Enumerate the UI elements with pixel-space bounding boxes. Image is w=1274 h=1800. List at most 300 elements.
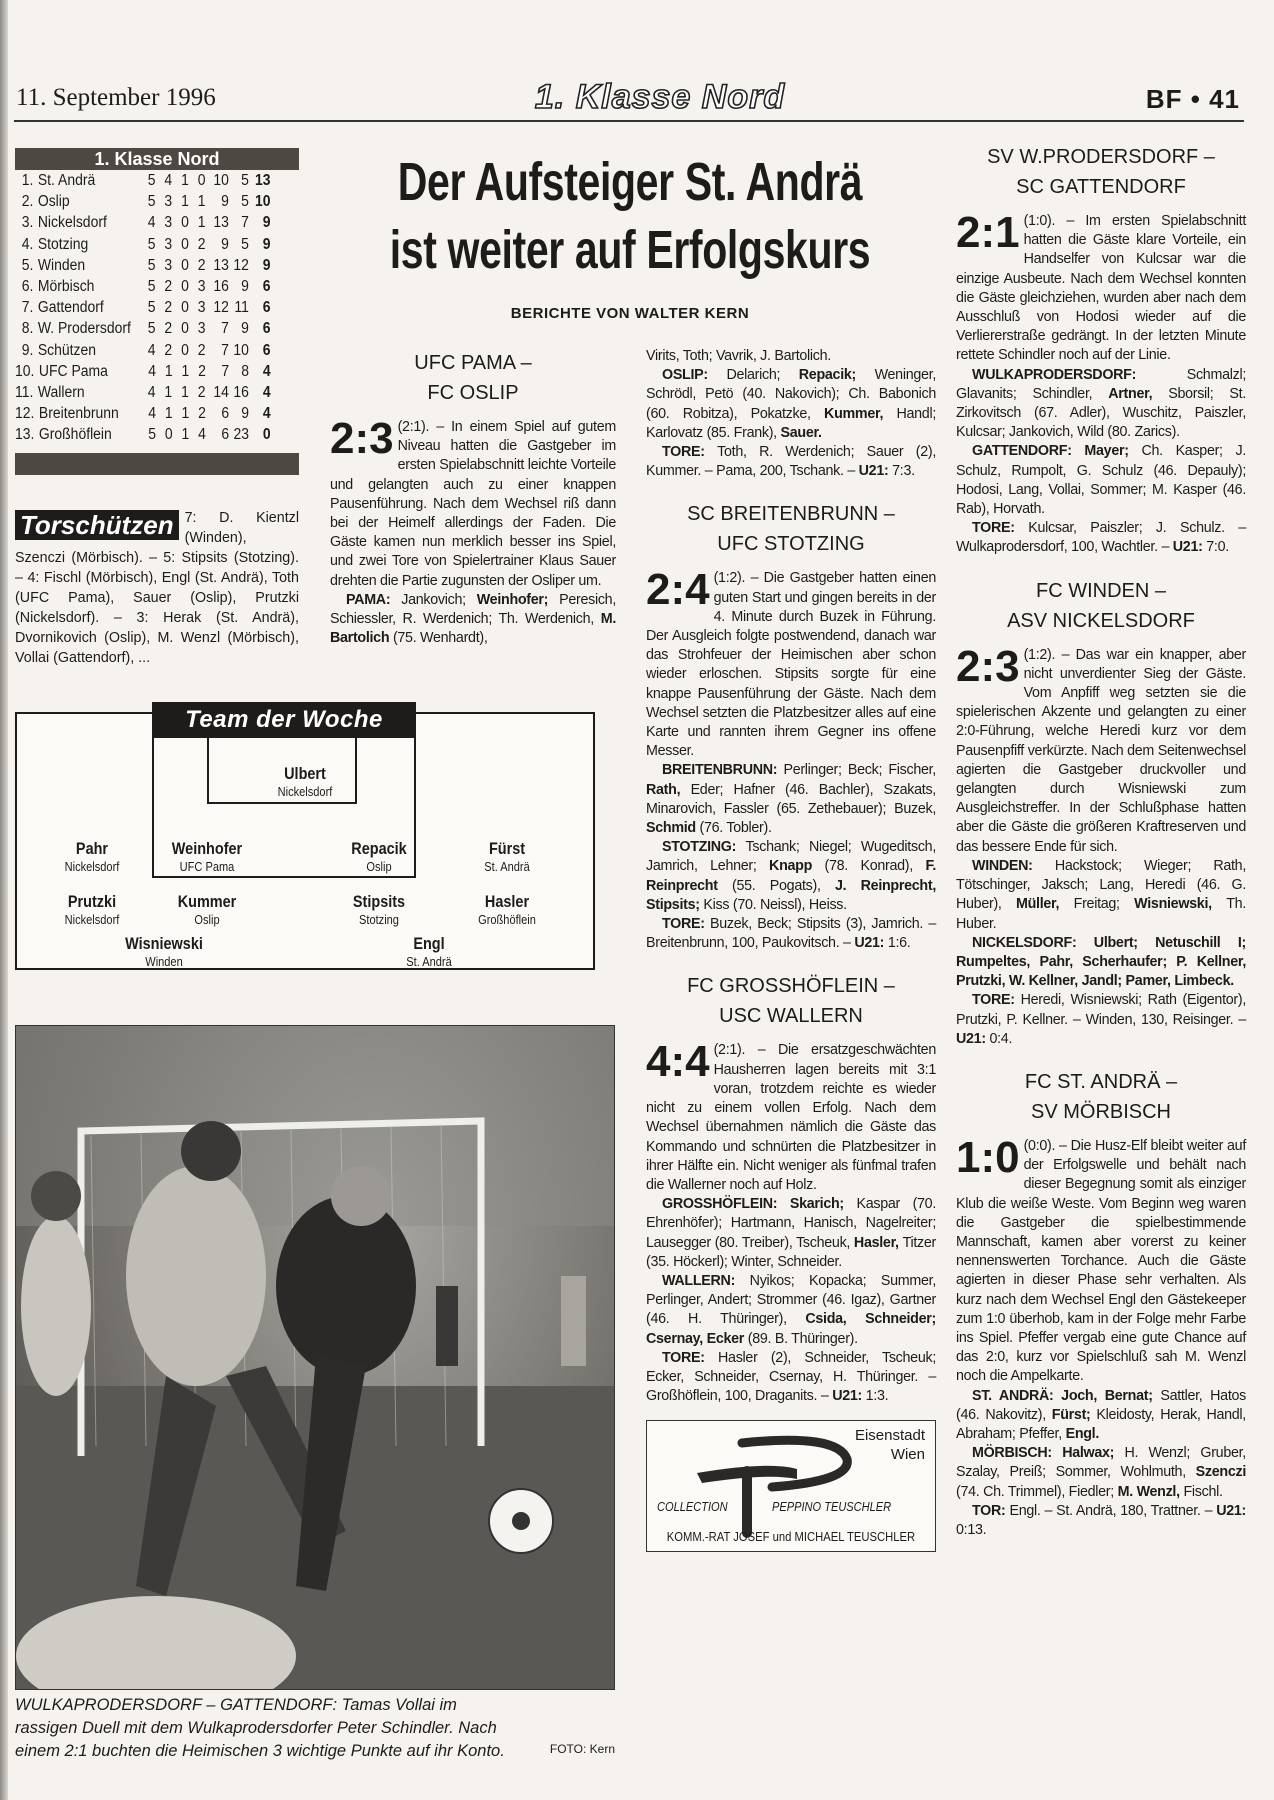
cell-drawn: 1	[181, 383, 189, 401]
cell-won: 2	[164, 299, 173, 317]
text-segment: Engl. – St. Andrä, 180, Trattner. –	[1009, 1502, 1217, 1519]
page-edge	[0, 0, 8, 1800]
lineup-paragraph	[646, 761, 936, 838]
match-title-line: UFC STOTZING	[717, 533, 865, 556]
text-segment: 7:3.	[892, 463, 915, 480]
text-segment: Artner,	[1108, 385, 1169, 402]
team-player	[454, 892, 560, 928]
cell-team: UFC Pama	[38, 362, 108, 380]
team-player	[154, 839, 260, 875]
match-title-line: SC BREITENBRUNN –	[687, 503, 895, 526]
text-segment: Freitag;	[1073, 896, 1135, 913]
lead-paragraph	[646, 1037, 936, 1195]
cell-drawn: 1	[181, 193, 189, 211]
section-title: 1. Klasse Nord	[534, 78, 786, 116]
cell-rank: 2.	[21, 193, 34, 211]
cell-points: 4	[262, 362, 271, 380]
lineup-paragraph	[956, 519, 1246, 557]
top-scorers	[15, 508, 299, 668]
text-segment: Kummer,	[824, 405, 897, 422]
text-segment: J. Reinprecht, Stipsits;	[646, 877, 936, 913]
cell-won: 0	[164, 426, 173, 444]
cell-played: 5	[148, 426, 157, 444]
cell-team: W. Prodersdorf	[37, 320, 131, 338]
team-player	[252, 764, 358, 800]
cell-team: St. Andrä	[37, 172, 96, 189]
text-segment: Jankovich;	[401, 591, 477, 608]
team-player	[376, 934, 482, 970]
table-row	[15, 424, 271, 445]
table-row	[15, 361, 271, 382]
cell-lost: 1	[197, 193, 206, 211]
cell-lost: 2	[197, 235, 206, 253]
lineup-paragraph	[646, 1272, 936, 1349]
player-name: Fürst	[488, 839, 526, 858]
match-title-line: FC WINDEN –	[1036, 579, 1166, 602]
lineup-paragraph	[646, 443, 936, 481]
match-title	[956, 1067, 1246, 1127]
cell-won: 4	[164, 172, 173, 189]
text-segment: Ch. Kasper; J. Schulz, Rumpolt, G. Schulz (46. Depauly); Hodosi, Lang, Vollai, Sommer; M. Kasper (46. Rab), Horvath.	[956, 443, 1247, 518]
cell-points: 13	[255, 172, 271, 189]
text-segment: ST. ANDRÄ: Joch, Bernat;	[972, 1387, 1161, 1404]
match-title-line: SV W.PRODERSDORF –	[987, 146, 1215, 168]
text-segment: PAMA:	[346, 591, 402, 608]
cell-goals-for: 13	[213, 214, 229, 232]
text-segment: Buzek, Beck; Stipsits (3), Jamrich. – Breitenbrunn, 100, Paukovitsch. –	[646, 916, 936, 952]
issue-date: 11. September 1996	[16, 84, 216, 111]
match-report	[646, 971, 936, 1406]
table-row	[15, 234, 271, 255]
text-segment: (1:2). – Die Gastgeber hatten einen guten Start und gingen bereits in der 4. Minute durch Buzek in Führung. Der Ausgleich folgte postwendend, danach war das Strohfeuer der Heimischen aber schon wieder erloschen. Stipsits sorgte für eine knappe Pausenführung der Gäste. Nach dem Wechsel setzten die Platzbesitzer alles auf eine Karte und rannten ihrem Gegner ins offene Messer.	[646, 570, 936, 760]
match-title	[646, 499, 936, 559]
cell-points: 9	[262, 256, 271, 274]
cell-drawn: 0	[181, 277, 189, 295]
photo-caption	[15, 1694, 615, 1763]
text-segment: Th. Huber.	[956, 896, 1246, 932]
text-segment: M. Wenzl,	[1117, 1483, 1184, 1500]
cell-goals-against: 7	[241, 214, 249, 232]
cell-lost: 2	[198, 405, 206, 423]
cell-points: 9	[262, 214, 271, 232]
cell-goals-against: 9	[241, 405, 250, 423]
match-photo	[15, 1025, 615, 1690]
table-row	[15, 276, 271, 297]
text-segment: Perlinger; Beck; Fischer,	[783, 762, 936, 779]
text-segment: Fischl.	[1183, 1483, 1223, 1500]
text-segment: Tschank; Niegel; Wugeditsch, Jamrich, Lehner;	[646, 839, 936, 875]
cell-goals-against: 16	[233, 383, 249, 401]
cell-rank: 7.	[21, 299, 34, 317]
lineup-paragraph	[330, 591, 616, 649]
text-segment: (0:0). – Die Husz-Elf bleibt weiter auf der Erfolgswelle und behält nach dieser Begegnung somit als einziger Klub die weiße Weste. Vom Beginn weg waren die Gastgeber die spielbestimmende Mannschaft, kamen aber vorerst zu keiner nennenswerten Torchance. Auch die Gäste agierten in dieser Phase sehr verhalten. Als kurz nach dem Wechsel Engl den Gästekeeper zum 1:0 überhob, kam in der Folge mehr Farbe ins Spiel. Pfeffer vergab eine gute Chance auf das 2:0, kurz vor Spielschluß sah M. Wenzl noch die Ampelkarte.	[956, 1137, 1246, 1385]
player-club: Nickelsdorf	[277, 784, 333, 799]
cell-drawn: 0	[181, 299, 189, 317]
text-segment: (2:1). – In einem Spiel auf gutem Niveau hatten die Gastgeber im ersten Spielabschnitt leichte Vorteile und gelangten auch zu einer knappen Pausenführung. Nach dem Wechsel riß dann bei der Heimelf allerdings der Faden. Die Gäste kamen nun merklich besser ins Spiel, und zwei Tore von Spielertrainer Klaus Sauer drehten die Partie zugunsten der Osliper um.	[330, 419, 616, 589]
cell-won: 2	[164, 277, 173, 295]
lineup-paragraph	[956, 1502, 1246, 1540]
match-report	[956, 1067, 1246, 1540]
lead-paragraph	[646, 565, 936, 761]
cell-played: 5	[147, 320, 156, 338]
cell-team: Oslip	[37, 193, 70, 211]
cell-goals-for: 7	[221, 320, 229, 338]
cell-team: Großhöflein	[38, 426, 112, 444]
cell-rank: 6.	[21, 277, 34, 295]
text-segment: 0:13.	[956, 1521, 987, 1538]
cell-lost: 2	[197, 383, 206, 401]
cell-won: 2	[164, 341, 173, 359]
cell-rank: 5.	[21, 256, 34, 274]
lineup-paragraph	[956, 1444, 1246, 1502]
text-segment: (1:0). – Im ersten Spielabschnitt hatten die Gäste klare Vorteile, ein Handselfer von Kulcsar war die einzige Ausbeute. Nach dem Wechsel konnten die Gäste gleichziehen, wurden aber nach dem Ausschluß von Hodosi wieder auf die Verliererstraße gedrängt. In der letzten Minute rettete Schindler noch auf der Linie.	[956, 213, 1246, 364]
text-segment: TORE:	[972, 520, 1029, 537]
text-segment: H. Wenzl; Gruber, Szalay, Preiß; Sommer, Wohlmuth,	[956, 1445, 1246, 1481]
cell-won: 3	[164, 214, 173, 232]
ad-collection-label: COLLECTION	[657, 1499, 728, 1515]
player-name: Repacik	[351, 839, 407, 858]
match-report	[646, 499, 936, 953]
cell-points: 9	[262, 235, 271, 253]
cell-rank: 1.	[21, 172, 34, 189]
lineup-paragraph	[956, 1387, 1246, 1445]
text-segment: Toth, R. Werdenich; Sauer (2), Kummer. – Pama, 200, Tschank. –	[646, 444, 937, 480]
text-segment: TORE:	[972, 992, 1021, 1009]
cell-team: Mörbisch	[37, 277, 95, 295]
cell-goals-for: 7	[221, 362, 230, 380]
lead-paragraph	[956, 641, 1246, 857]
team-player	[326, 839, 432, 875]
cell-points: 4	[262, 383, 271, 401]
headline-line-1: Der Aufsteiger St. Andrä	[397, 152, 863, 212]
cell-team: Nickelsdorf	[37, 214, 107, 232]
page-number: BF • 41	[1145, 84, 1240, 114]
team-player	[454, 839, 560, 875]
league-table-footer-bar	[15, 453, 299, 475]
text-segment: MÖRBISCH: Halwax;	[972, 1445, 1125, 1462]
cell-goals-for: 9	[221, 235, 229, 253]
text-segment: Sattler, Hatos (46. Nakovitz),	[956, 1387, 1246, 1423]
match-title-line: ASV NICKELSDORF	[1007, 609, 1195, 632]
article-column-1	[330, 342, 616, 648]
cell-lost: 1	[197, 214, 206, 232]
text-segment: TORE:	[662, 444, 718, 461]
cell-played: 4	[147, 214, 156, 232]
cell-goals-against: 12	[233, 256, 249, 274]
text-segment: (89. B. Thüringer).	[747, 1330, 858, 1347]
cell-team: Winden	[37, 256, 86, 274]
player-club: Winden	[145, 954, 183, 969]
text-segment: (78. Konrad),	[824, 858, 926, 875]
text-segment: Schmid	[646, 820, 700, 837]
match-title	[956, 142, 1246, 202]
text-segment: TOR:	[972, 1502, 1010, 1519]
cell-goals-for: 13	[213, 256, 229, 274]
cell-won: 3	[164, 235, 173, 253]
team-player	[154, 892, 260, 928]
cell-drawn: 1	[181, 362, 190, 380]
text-segment: U21:	[858, 463, 893, 480]
match-title-line: SC GATTENDORF	[1016, 176, 1186, 198]
league-table	[15, 148, 299, 475]
match-title-line: SV MÖRBISCH	[1030, 1100, 1172, 1123]
text-segment: Hackstock; Wieger; Rath, Tötschinger, Jaksch; Lang, Heredi (46. G. Huber),	[956, 857, 1246, 913]
lineup-paragraph	[646, 915, 936, 953]
photo-caption-text: WULKAPRODERSDORF – GATTENDORF: Tamas Vollai im rassigen Duell mit dem Wulkaprodersdorfer Peter Schindler. Nach einem 2:1 buchten die Heimischen 3 wichtige Punkte auf ihr Konto.	[15, 1696, 505, 1760]
lineup-paragraph	[956, 991, 1246, 1049]
cell-won: 1	[164, 383, 173, 401]
cell-team: Stotzing	[37, 235, 89, 253]
cell-points: 0	[262, 426, 271, 444]
match-photo-image	[16, 1026, 615, 1690]
text-segment: U21:	[1216, 1502, 1246, 1519]
player-name: Ulbert	[284, 764, 326, 783]
table-row	[15, 382, 271, 403]
player-club: Nickelsdorf	[64, 912, 120, 927]
player-club: Oslip	[366, 859, 392, 874]
cell-won: 3	[164, 193, 173, 211]
ad-city-eisenstadt: Eisenstadt	[854, 1427, 925, 1445]
lineup-paragraph	[646, 347, 936, 366]
cell-won: 1	[164, 405, 173, 423]
cell-rank: 10.	[15, 362, 35, 380]
text-segment: Rath,	[646, 781, 691, 798]
lineup-paragraph	[646, 366, 936, 443]
cell-goals-for: 6	[221, 426, 230, 444]
cell-played: 5	[147, 256, 156, 274]
team-player	[111, 934, 217, 970]
text-segment: Kleidosty, Herak, Handl, Abraham; Pfeffer,	[956, 1406, 1246, 1442]
cell-played: 4	[147, 341, 156, 359]
text-segment: Virits, Toth; Vavrik, J. Bartolich.	[646, 348, 831, 364]
table-row	[15, 170, 271, 191]
player-club: UFC Pama	[179, 859, 235, 874]
text-segment: Weninger, Schrödl, Petö (40. Nakovich); Ch. Babonich (60. Robitza), Pokatzke,	[646, 367, 936, 422]
cell-goals-against: 23	[233, 426, 250, 444]
cell-rank: 8.	[21, 320, 34, 338]
cell-team: Breitenbrunn	[38, 405, 119, 423]
text-segment: U21:	[832, 1388, 866, 1405]
cell-points: 6	[262, 320, 271, 338]
cell-goals-against: 5	[241, 172, 249, 189]
match-title	[646, 971, 936, 1031]
text-segment: 0:4.	[989, 1030, 1013, 1047]
cell-lost: 3	[197, 320, 206, 338]
text-segment: 1:3.	[865, 1388, 889, 1405]
headline	[315, 148, 946, 284]
text-segment: Müller,	[1016, 896, 1074, 913]
text-segment: Wisniewski,	[1134, 896, 1227, 913]
table-row	[15, 191, 271, 212]
text-segment: Kiss (70. Neissl), Heiss.	[703, 896, 847, 913]
team-player	[39, 892, 145, 928]
cell-goals-for: 12	[213, 299, 229, 317]
lineup-paragraph	[646, 838, 936, 915]
text-segment: U21:	[1172, 539, 1207, 556]
match-title-line: UFC PAMA –	[414, 352, 532, 374]
cell-goals-against: 5	[241, 235, 249, 253]
cell-goals-for: 9	[221, 193, 229, 211]
cell-points: 4	[262, 405, 271, 423]
cell-drawn: 0	[181, 214, 189, 232]
lead-paragraph	[956, 1132, 1246, 1387]
team-of-the-week	[15, 706, 595, 970]
player-name: Wisniewski	[125, 934, 203, 953]
text-segment: STOTZING:	[662, 839, 746, 856]
team-player	[326, 892, 432, 928]
match-report	[956, 142, 1246, 558]
text-segment: (55. Pogats),	[732, 877, 835, 894]
final-score: 2:4	[646, 565, 710, 615]
ad-city-wien: Wien	[890, 1446, 925, 1464]
cell-won: 3	[164, 256, 173, 274]
cell-played: 5	[147, 172, 156, 189]
player-club: Großhöflein	[478, 912, 536, 927]
text-segment: Hasler (2), Schneider, Tscheuk; Ecker, Schneider, Csernay, H. Thüringer. – Großhöflein, 100, Draganits. –	[646, 1349, 936, 1405]
cell-team: Schützen	[37, 341, 97, 359]
text-segment: Csida, Schneider; Csernay, Ecker	[646, 1311, 936, 1347]
text-segment: (76. Tobler).	[699, 820, 772, 837]
cell-played: 4	[147, 383, 156, 401]
cell-goals-against: 10	[233, 341, 249, 359]
player-name: Pahr	[75, 839, 109, 858]
league-table-title: 1. Klasse Nord	[15, 148, 299, 170]
cell-rank: 12.	[15, 405, 35, 423]
cell-rank: 11.	[15, 383, 34, 401]
text-segment: WULKAPRODERSDORF:	[972, 366, 1187, 383]
lineup-paragraph	[646, 1195, 936, 1272]
match-title-line: FC GROSSHÖFLEIN –	[687, 975, 895, 998]
match-title	[330, 348, 616, 408]
cell-played: 5	[147, 193, 156, 211]
league-table-rows	[15, 170, 299, 445]
text-segment: Delarich;	[726, 367, 799, 384]
match-title-line: FC ST. ANDRÄ –	[1024, 1070, 1178, 1093]
article-column-2	[646, 347, 936, 1552]
text-segment: (74. Ch. Trimmel), Fiedler;	[956, 1483, 1118, 1500]
text-segment: Sborsil; St. Zirkovitsch (67. Adler), Wuschitz, Paiszler, Kulcsar; Jankovich, Wild (80. Zarics).	[956, 385, 1247, 441]
top-scorers-label: Torschützen	[15, 510, 179, 540]
cell-lost: 0	[197, 172, 206, 189]
cell-goals-against: 8	[241, 362, 250, 380]
ad-brand: PEPPINO TEUSCHLER	[772, 1499, 892, 1515]
player-club: Oslip	[194, 912, 220, 927]
text-segment: TORE:	[662, 1349, 719, 1366]
final-score: 1:0	[956, 1132, 1020, 1182]
cell-drawn: 0	[181, 341, 189, 359]
match-report	[646, 347, 936, 481]
cell-points: 6	[262, 341, 271, 359]
text-segment: (2:1). – Die ersatzgeschwächten Hausherren lagen bereits mit 3:1 voran, trotzdem reichte es wieder nicht zu einem vollen Erfolg. Nach dem Wechsel übernahmen nämlich die Gäste das Kommando und schnürten die Platzbesitzer in ihrer Hälfte ein. Nicht weniger als fünfmal trafen die Wallerner noch auf Holz.	[646, 1042, 936, 1193]
text-segment: NICKELSDORF: Ulbert; Netuschill I; Rumpeltes, Pahr, Scherhaufer; P. Kellner, Prutzki, W. Kellner, Jandl; Pamer, Limbeck.	[956, 934, 1246, 990]
cell-played: 5	[147, 235, 156, 253]
text-segment: Nyikos; Kopacka; Summer, Perlinger, Andert; Strommer (46. Igaz), Gartner (46. H. Thüringer),	[646, 1272, 936, 1328]
cell-team: Wallern	[37, 383, 85, 401]
player-name: Prutzki	[67, 892, 117, 911]
player-club: Nickelsdorf	[64, 859, 120, 874]
table-row	[15, 340, 271, 361]
text-segment: Knapp	[769, 858, 825, 875]
text-segment: U21:	[854, 935, 888, 952]
final-score: 2:3	[956, 641, 1020, 691]
final-score: 4:4	[646, 1037, 710, 1087]
cell-played: 4	[148, 405, 157, 423]
player-club: Stotzing	[359, 912, 399, 927]
player-name: Hasler	[484, 892, 530, 911]
cell-played: 4	[148, 362, 157, 380]
text-segment: Sauer.	[780, 424, 822, 441]
headline-line-2: ist weiter auf Erfolgskurs	[389, 220, 871, 280]
final-score: 2:1	[956, 208, 1020, 257]
cell-played: 5	[147, 299, 156, 317]
text-segment: Fürst;	[1051, 1406, 1097, 1423]
cell-lost: 2	[198, 362, 206, 380]
lineup-paragraph	[956, 442, 1246, 519]
table-row	[15, 212, 271, 233]
cell-goals-for: 16	[213, 277, 229, 295]
cell-points: 6	[262, 277, 271, 295]
match-title-line: USC WALLERN	[719, 1005, 863, 1028]
header-rule	[14, 120, 1244, 122]
lineup-paragraph	[956, 857, 1246, 934]
team-player	[39, 839, 145, 875]
match-report	[330, 348, 616, 648]
text-segment: Kulcsar, Paiszler; J. Schulz. – Wulkaprodersdorf, 100, Wachtler. –	[956, 520, 1246, 556]
text-segment: Titzer (35. Höckerl); Winter, Schneider.	[646, 1234, 936, 1270]
player-name: Weinhofer	[171, 839, 243, 858]
cell-rank: 9.	[21, 341, 34, 359]
text-segment: 7:0.	[1206, 539, 1229, 556]
text-segment: Hasler,	[853, 1234, 903, 1251]
text-segment: 1:6.	[887, 935, 911, 952]
cell-lost: 2	[197, 256, 206, 274]
cell-drawn: 1	[181, 405, 190, 423]
final-score: 2:3	[330, 414, 394, 463]
lineup-paragraph	[646, 1349, 936, 1407]
cell-goals-for: 14	[213, 383, 229, 401]
cell-goals-for: 7	[221, 341, 229, 359]
cell-won: 2	[164, 320, 173, 338]
cell-drawn: 1	[181, 172, 189, 189]
text-segment: Szenczi	[1195, 1464, 1246, 1481]
cell-rank: 3.	[21, 214, 34, 232]
cell-goals-for: 6	[221, 405, 230, 423]
text-segment: GATTENDORF: Mayer;	[972, 443, 1142, 460]
table-row	[15, 403, 271, 424]
lineup-paragraph	[956, 366, 1246, 443]
text-segment: Heredi, Wisniewski; Rath (Eigentor), Prutzki, P. Kellner. – Winden, 130, Reisinger. –	[956, 992, 1246, 1028]
text-segment: Kaspar (70. Ehrenhöfer); Hartmann, Hanisch, Nagelreiter; Lausegger (80. Treiber), Tscheuk,	[646, 1196, 937, 1251]
text-segment: WALLERN:	[662, 1272, 750, 1289]
text-segment: Eder; Hafner (46. Bachler), Szakats, Minarovich, Fassler (65. Zethebauer); Buzek,	[646, 781, 936, 817]
cell-rank: 13.	[15, 426, 35, 444]
text-segment: M. Bartolich	[330, 611, 616, 647]
cell-goals-for: 10	[213, 172, 229, 189]
match-title	[956, 576, 1246, 636]
table-row	[15, 318, 271, 339]
cell-drawn: 0	[181, 235, 189, 253]
cell-drawn: 0	[181, 256, 189, 274]
text-segment: OSLIP:	[662, 367, 727, 384]
cell-goals-against: 11	[234, 299, 249, 317]
text-segment: F. Reinprecht	[646, 858, 936, 894]
byline: BERICHTE VON WALTER KERN	[510, 305, 750, 322]
cell-played: 5	[147, 277, 156, 295]
cell-points: 6	[262, 299, 271, 317]
player-club: St. Andrä	[484, 859, 530, 874]
lead-paragraph	[330, 414, 616, 591]
text-segment: BREITENBRUNN:	[662, 762, 784, 779]
